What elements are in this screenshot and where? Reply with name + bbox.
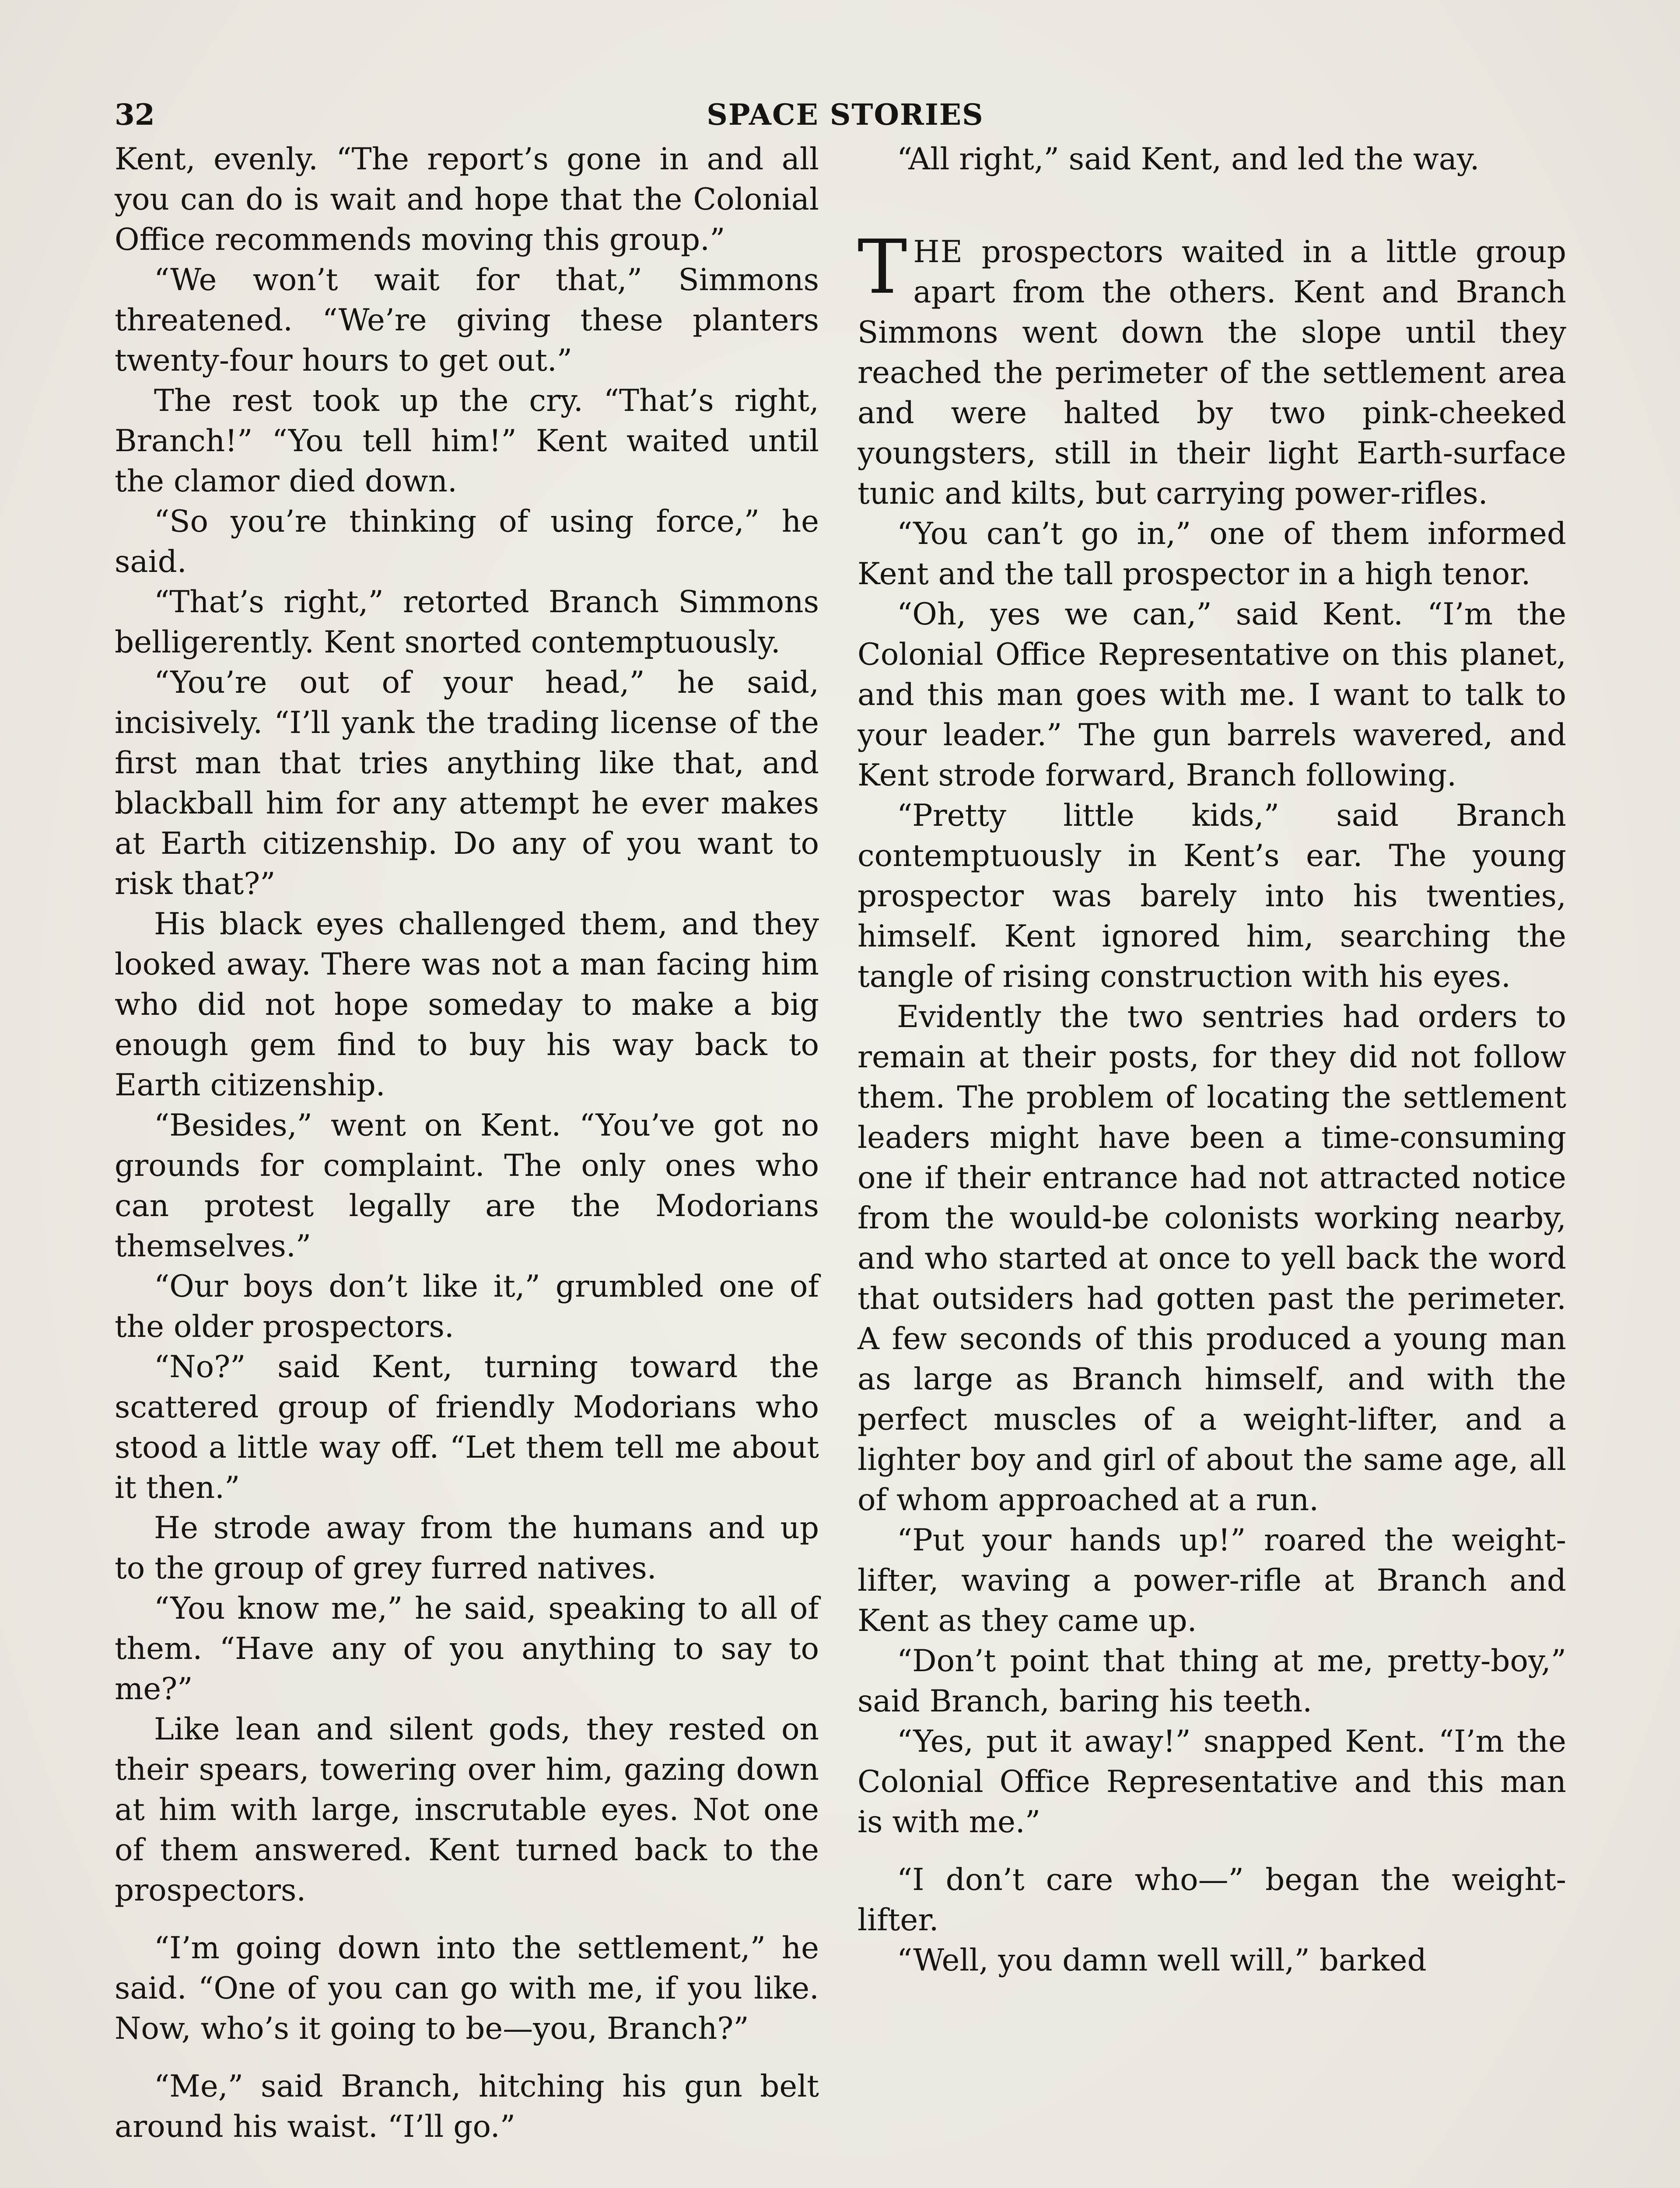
paragraph: Evidently the two sentries had orders to remain at their posts, for they did not follow them. The problem of locating the settlement leaders might have been a time-consuming one if their entrance had not attracted notice from the would-be colonists working nearby, and who started at once to yell back the word that outsiders had gotten past the perimeter. A few seconds of this produced a young man as large as Branch himself, and with the perfect muscles of a weight-lifter, and a lighter boy and girl of about the same age, all of whom approached at a run.	[858, 999, 1566, 1518]
right-column-paragraphs	[858, 514, 1566, 1981]
paragraph: “You’re out of your head,” he said, incisively. “I’ll yank the trading license of the first man that tries anything like that, and blackball him for any attempt he ever makes at Earth citizenship. Do any of you want to risk that?”	[115, 665, 819, 901]
running-head: SPACE STORIES	[707, 98, 984, 132]
right-text-column	[858, 139, 1566, 1981]
paragraph: “We won’t wait for that,” Simmons threatened. “We’re giving these planters twenty-four hours to get out.”	[115, 263, 819, 378]
paragraph: “I don’t care who—” began the weight-lifter.	[858, 1862, 1566, 1938]
paragraph: Like lean and silent gods, they rested on their spears, towering over him, gazing down at him with large, inscrutable eyes. Not one of them answered. Kent turned back to the prospectors.	[115, 1712, 819, 1908]
paragraph: The rest took up the cry. “That’s right, Branch!” “You tell him!” Kent waited until the clamor died down.	[115, 383, 819, 499]
paragraph: “No?” said Kent, turning toward the scattered group of friendly Modorians who stood a little way off. “Let them tell me about it then.”	[115, 1350, 819, 1505]
drop-cap-letter: T	[858, 224, 907, 311]
paragraph: “Oh, yes we can,” said Kent. “I’m the Colonial Office Representative on this planet, and this man goes with me. I want to talk to your leader.” The gun barrels wavered, and Kent strode forward, Branch following.	[858, 597, 1566, 793]
paragraph: “All right,” said Kent, and led the way.	[897, 142, 1480, 177]
section-first-paragraph-text: prospectors waited in a little group apart from the others. Kent and Branch Simmons went down the slope until they reached the perimeter of the settlement area and were halted by two pink-cheeked youngsters, still in their light Earth-surface tunic and kilts, but carrying power-rifles.	[858, 235, 1566, 511]
paragraph: He strode away from the humans and up to the group of grey furred natives.	[115, 1511, 819, 1586]
paragraph: “I’m going down into the settlement,” he said. “One of you can go with me, if you like. Now, who’s it going to be—you, Branch?”	[115, 1931, 819, 2046]
paragraph: “Besides,” went on Kent. “You’ve got no grounds for complaint. The only ones who can protest legally are the Modorians themselves.”	[115, 1108, 819, 1264]
paragraph: “Yes, put it away!” snapped Kent. “I’m the Colonial Office Representative and this man is with me.”	[858, 1724, 1566, 1840]
right-column-opening	[858, 139, 1566, 179]
paragraph: “You know me,” he said, speaking to all of them. “Have any of you anything to say to me?”	[115, 1591, 819, 1707]
paragraph: His black eyes challenged them, and they looked away. There was not a man facing him who did not hope someday to make a big enough gem find to buy his way back to Earth citizenship.	[115, 907, 819, 1103]
paragraph: “So you’re thinking of using force,” he said.	[115, 504, 819, 579]
paragraph: “Don’t point that thing at me, pretty-boy,” said Branch, baring his teeth.	[858, 1644, 1566, 1719]
paragraph: “You can’t go in,” one of them informed Kent and the tall prospector in a high tenor.	[858, 516, 1566, 592]
section-opening-paragraph	[858, 224, 1566, 514]
page-header	[115, 93, 1576, 137]
left-text-column	[115, 139, 819, 2147]
paragraph: “That’s right,” retorted Branch Simmons belligerently. Kent snorted contemptuously.	[115, 585, 819, 660]
paragraph: Kent, evenly. “The report’s gone in and all you can do is wait and hope that the Colonial Office recommends moving this group.”	[115, 142, 819, 257]
page-number: 32	[115, 98, 155, 132]
paragraph: “Well, you damn well will,” barked	[897, 1943, 1427, 1978]
paragraph: “Our boys don’t like it,” grumbled one of the older prospectors.	[115, 1269, 819, 1344]
paragraph: “Me,” said Branch, hitching his gun belt around his waist. “I’ll go.”	[115, 2069, 819, 2144]
section-first-word: HE	[913, 235, 963, 270]
paragraph: “Pretty little kids,” said Branch contemptuously in Kent’s ear. The young prospector was barely into his twenties, himself. Kent ignored him, searching the tangle of rising construction with his eyes.	[858, 798, 1566, 994]
paragraph: “Put your hands up!” roared the weight-lifter, waving a power-rifle at Branch and Kent as they came up.	[858, 1523, 1566, 1638]
